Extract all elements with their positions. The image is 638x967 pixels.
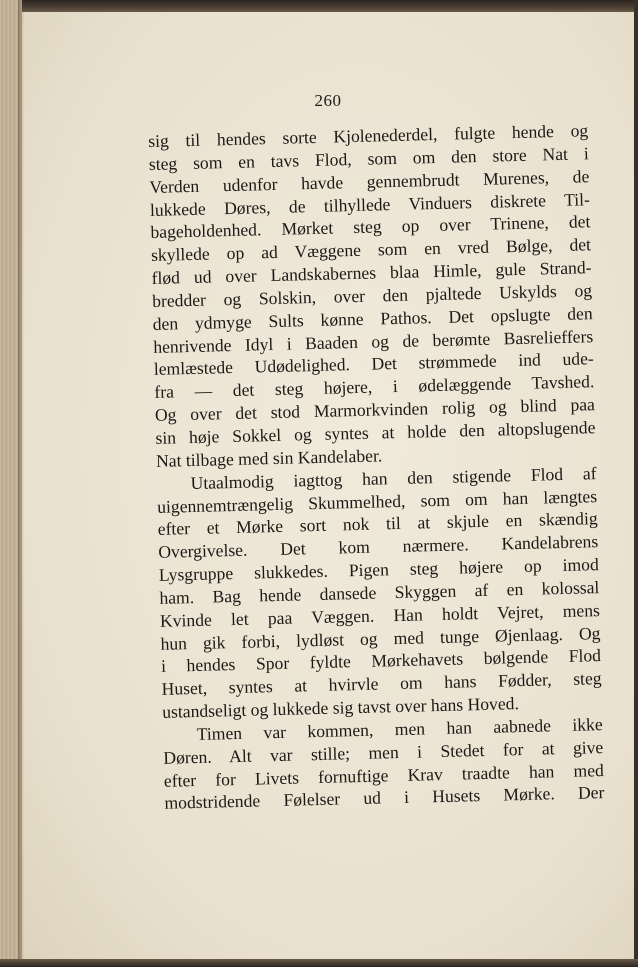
text-line: efter for Livets fornuftige Krav traadte han med [163,759,605,791]
text-line: flød ud over Landskabernes blaa Himle, gule Strand- [151,257,592,289]
text-line: i hendes Spor fyldte Mørkehavets bølgende Flod [160,645,602,677]
text-line: sin høje Sokkel og syntes at holde den altopslugende [155,417,596,448]
text-line: hun gik forbi, lydløst og med tunge Øjenlaag. Og [160,622,601,654]
text-line: fra — det steg højere, i ødelæggende Tavshed. [154,371,595,403]
text-line: henrivende Idyl i Baaden og de berømte Basrelieffers [153,325,594,357]
text-line: Lysgruppe slukkedes. Pigen steg højere op imod [158,554,599,585]
text-line: Huset, syntes at hvirvle om hans Fødder, steg [161,668,602,700]
book-page [22,12,634,959]
text-line: uigennemtrængelig Skummelhed, som om han længtes [156,485,598,517]
gutter-shadow [18,0,24,967]
text-line: Og over det stod Marmorkvinden rolig og blind paa [154,394,596,426]
text-line: Overgivelse. Det kom nærmere. Kandelabrens [158,531,599,563]
text-line: Døren. Alt var stille; men i Stedet for at give [163,736,604,768]
text-line: lemlæstede Udødelighed. Det strømmede ind ude- [153,348,594,380]
text-line: Timen var kommen, men han aabnede ikke [196,714,603,744]
text-line: Nat tilbage med sin Kandelaber. [155,445,383,471]
text-line: ustandseligt og lukkede sig tavst over hans Hoved. [161,693,520,722]
text-line: Utaalmodig iagttog han den stigende Flod af [190,462,597,493]
text-line: den ydmyge Sults kønne Pathos. Det opslugte den [152,302,593,334]
text-line: Verden udenfor havde gennembrudt Murenes, de [149,165,590,197]
body-text [148,119,605,815]
text-line: sig til hendes sorte Kjolenederdel, fulgte hende og [148,120,589,151]
book-bottom-edge [0,959,638,967]
text-line: bredder og Solskin, over den pjaltede Uskylds og [151,280,593,311]
text-line: lukkede Døres, de tilhyllede Vinduers diskrete Til- [149,188,591,220]
text-line: steg som en tavs Flod, som om den store Nat i [148,143,589,174]
text-line: ham. Bag hende dansede Skyggen af en kolossal [159,576,600,608]
page-number: 260 [314,91,342,110]
text-line: Kvinde let paa Væggen. Han holdt Vejret, mens [159,599,601,631]
book-right-edge [634,0,638,967]
text-line: bageholdenhed. Mørket steg op over Trinene, det [150,211,591,243]
text-line: modstridende Følelser ud i Husets Mørke. Der [164,782,605,814]
book-top-edge [0,0,638,12]
text-line: efter et Mørke sort nok til at skjule en skændig [157,508,598,540]
text-line: skyllede op ad Væggene som en vred Bølge, det [150,234,592,266]
